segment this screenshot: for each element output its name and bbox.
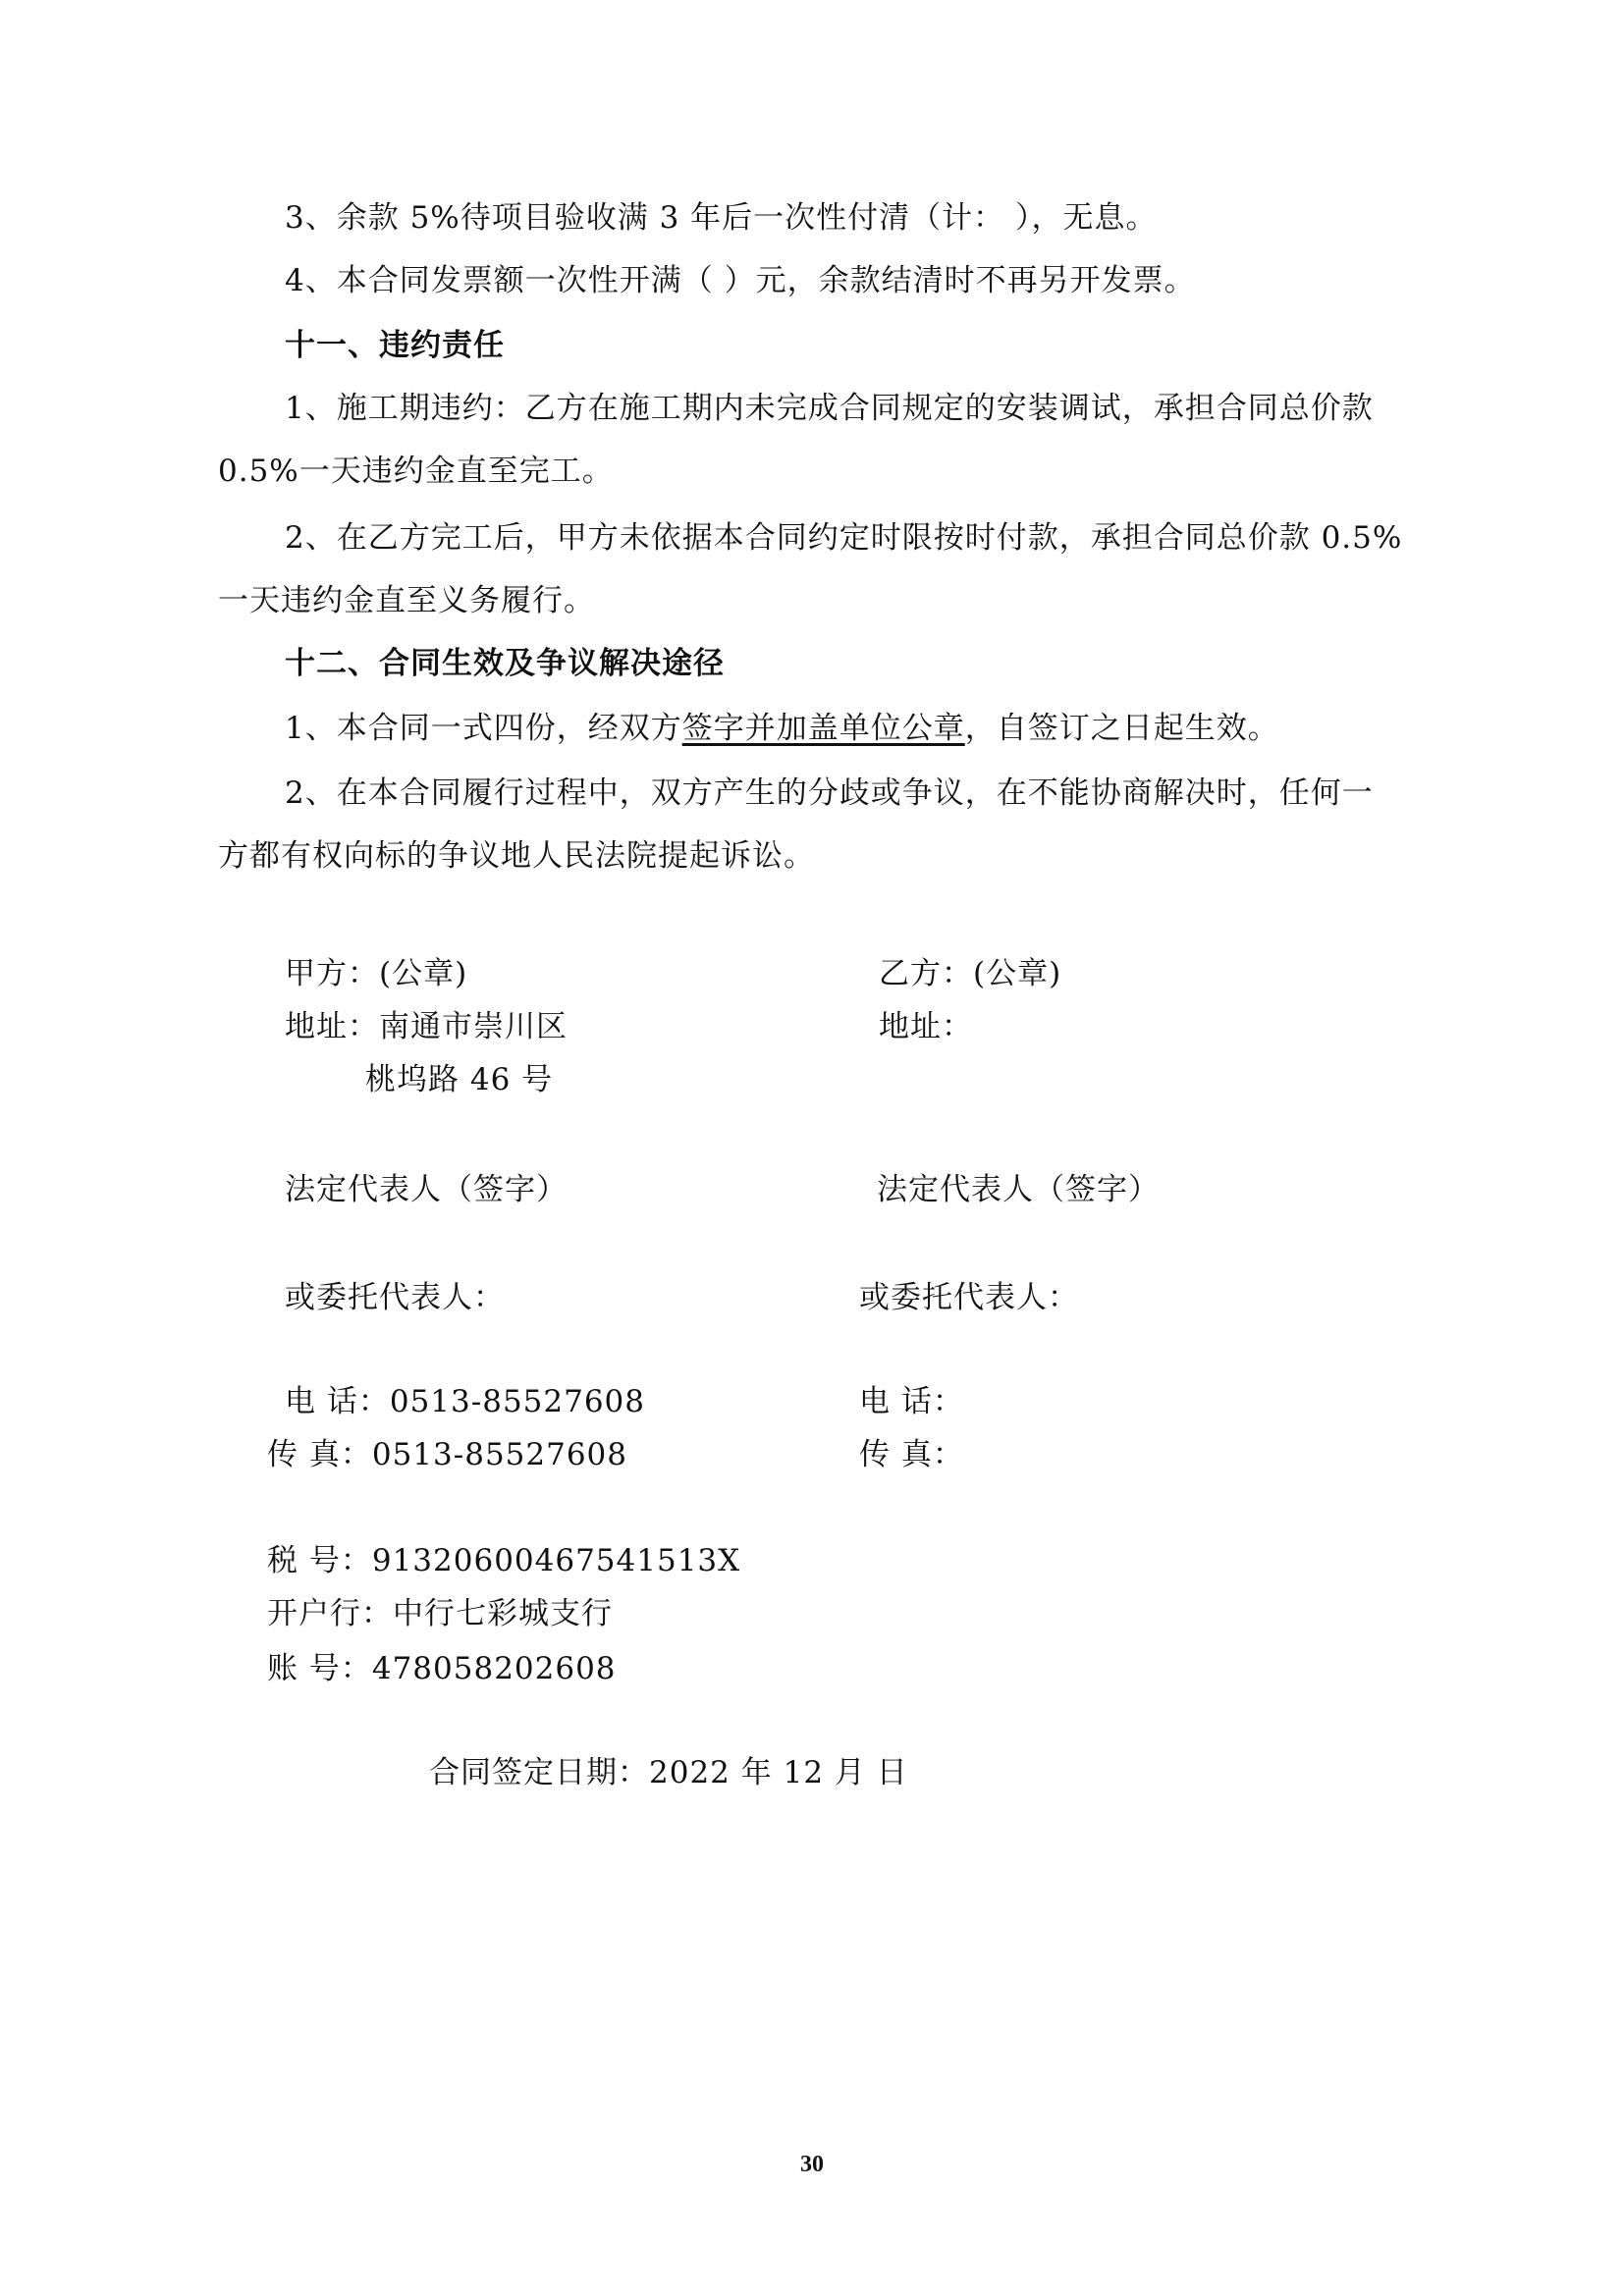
payment-clause-3: 3、余款 5%待项目验收满 3 年后一次性付清（计： ），无息。: [285, 200, 1158, 236]
party-a-bank: 开户行：中行七彩城支行: [267, 1596, 613, 1631]
party-a-tax-number: 税 号：91320600467541513X: [267, 1543, 741, 1578]
party-a-fax: 传 真：0513-85527608: [267, 1437, 628, 1472]
party-b-seal: 乙方：(公章): [879, 956, 1062, 991]
party-a-seal: 甲方：(公章): [285, 956, 468, 991]
effect-clause-1-underlined: 签字并加盖单位公章: [681, 711, 965, 746]
breach-clause-1-line-1: 1、施工期违约：乙方在施工期内未完成合同规定的安装调试，承担合同总价款: [285, 391, 1374, 426]
dispute-clause-2-line-1: 2、在本合同履行过程中，双方产生的分歧或争议，在不能协商解决时，任何一: [285, 775, 1374, 811]
payment-clause-4: 4、本合同发票额一次性开满（ ）元，余款结清时不再另开发票。: [285, 263, 1196, 298]
page-number: 30: [800, 2152, 824, 2177]
party-b-phone: 电 话：: [859, 1384, 964, 1419]
dispute-clause-2-line-2: 方都有权向标的争议地人民法院提起诉讼。: [218, 838, 815, 874]
effect-clause-1-post: ，自签订之日起生效。: [964, 711, 1279, 746]
party-a-address-line-2: 桃坞路 46 号: [365, 1062, 554, 1097]
section-12-heading: 十二、合同生效及争议解决途径: [285, 646, 725, 681]
effect-clause-1-pre: 1、本合同一式四份，经双方: [285, 711, 682, 746]
party-b-legal-rep: 法定代表人（签字）: [877, 1172, 1160, 1207]
signing-date: 合同签定日期：2022 年 12 月 日: [429, 1755, 908, 1790]
party-a-phone: 电 话：0513-85527608: [285, 1384, 646, 1419]
party-a-agent: 或委托代表人：: [285, 1280, 505, 1315]
party-a-legal-rep: 法定代表人（签字）: [285, 1172, 568, 1207]
breach-clause-2-line-2: 一天违约金直至义务履行。: [218, 583, 595, 618]
section-11-heading: 十一、违约责任: [285, 328, 505, 363]
party-a-address-line-1: 地址：南通市崇川区: [285, 1009, 568, 1044]
breach-clause-1-line-2: 0.5%一天违约金直至完工。: [218, 454, 614, 489]
party-b-fax: 传 真：: [859, 1437, 964, 1472]
effect-clause-1: [285, 709, 1279, 748]
party-b-agent: 或委托代表人：: [859, 1280, 1079, 1315]
party-a-account: 账 号：478058202608: [267, 1651, 617, 1686]
party-b-address: 地址：: [879, 1009, 973, 1044]
breach-clause-2-line-1: 2、在乙方完工后，甲方未依据本合同约定时限按时付款，承担合同总价款 0.5%: [285, 520, 1403, 556]
